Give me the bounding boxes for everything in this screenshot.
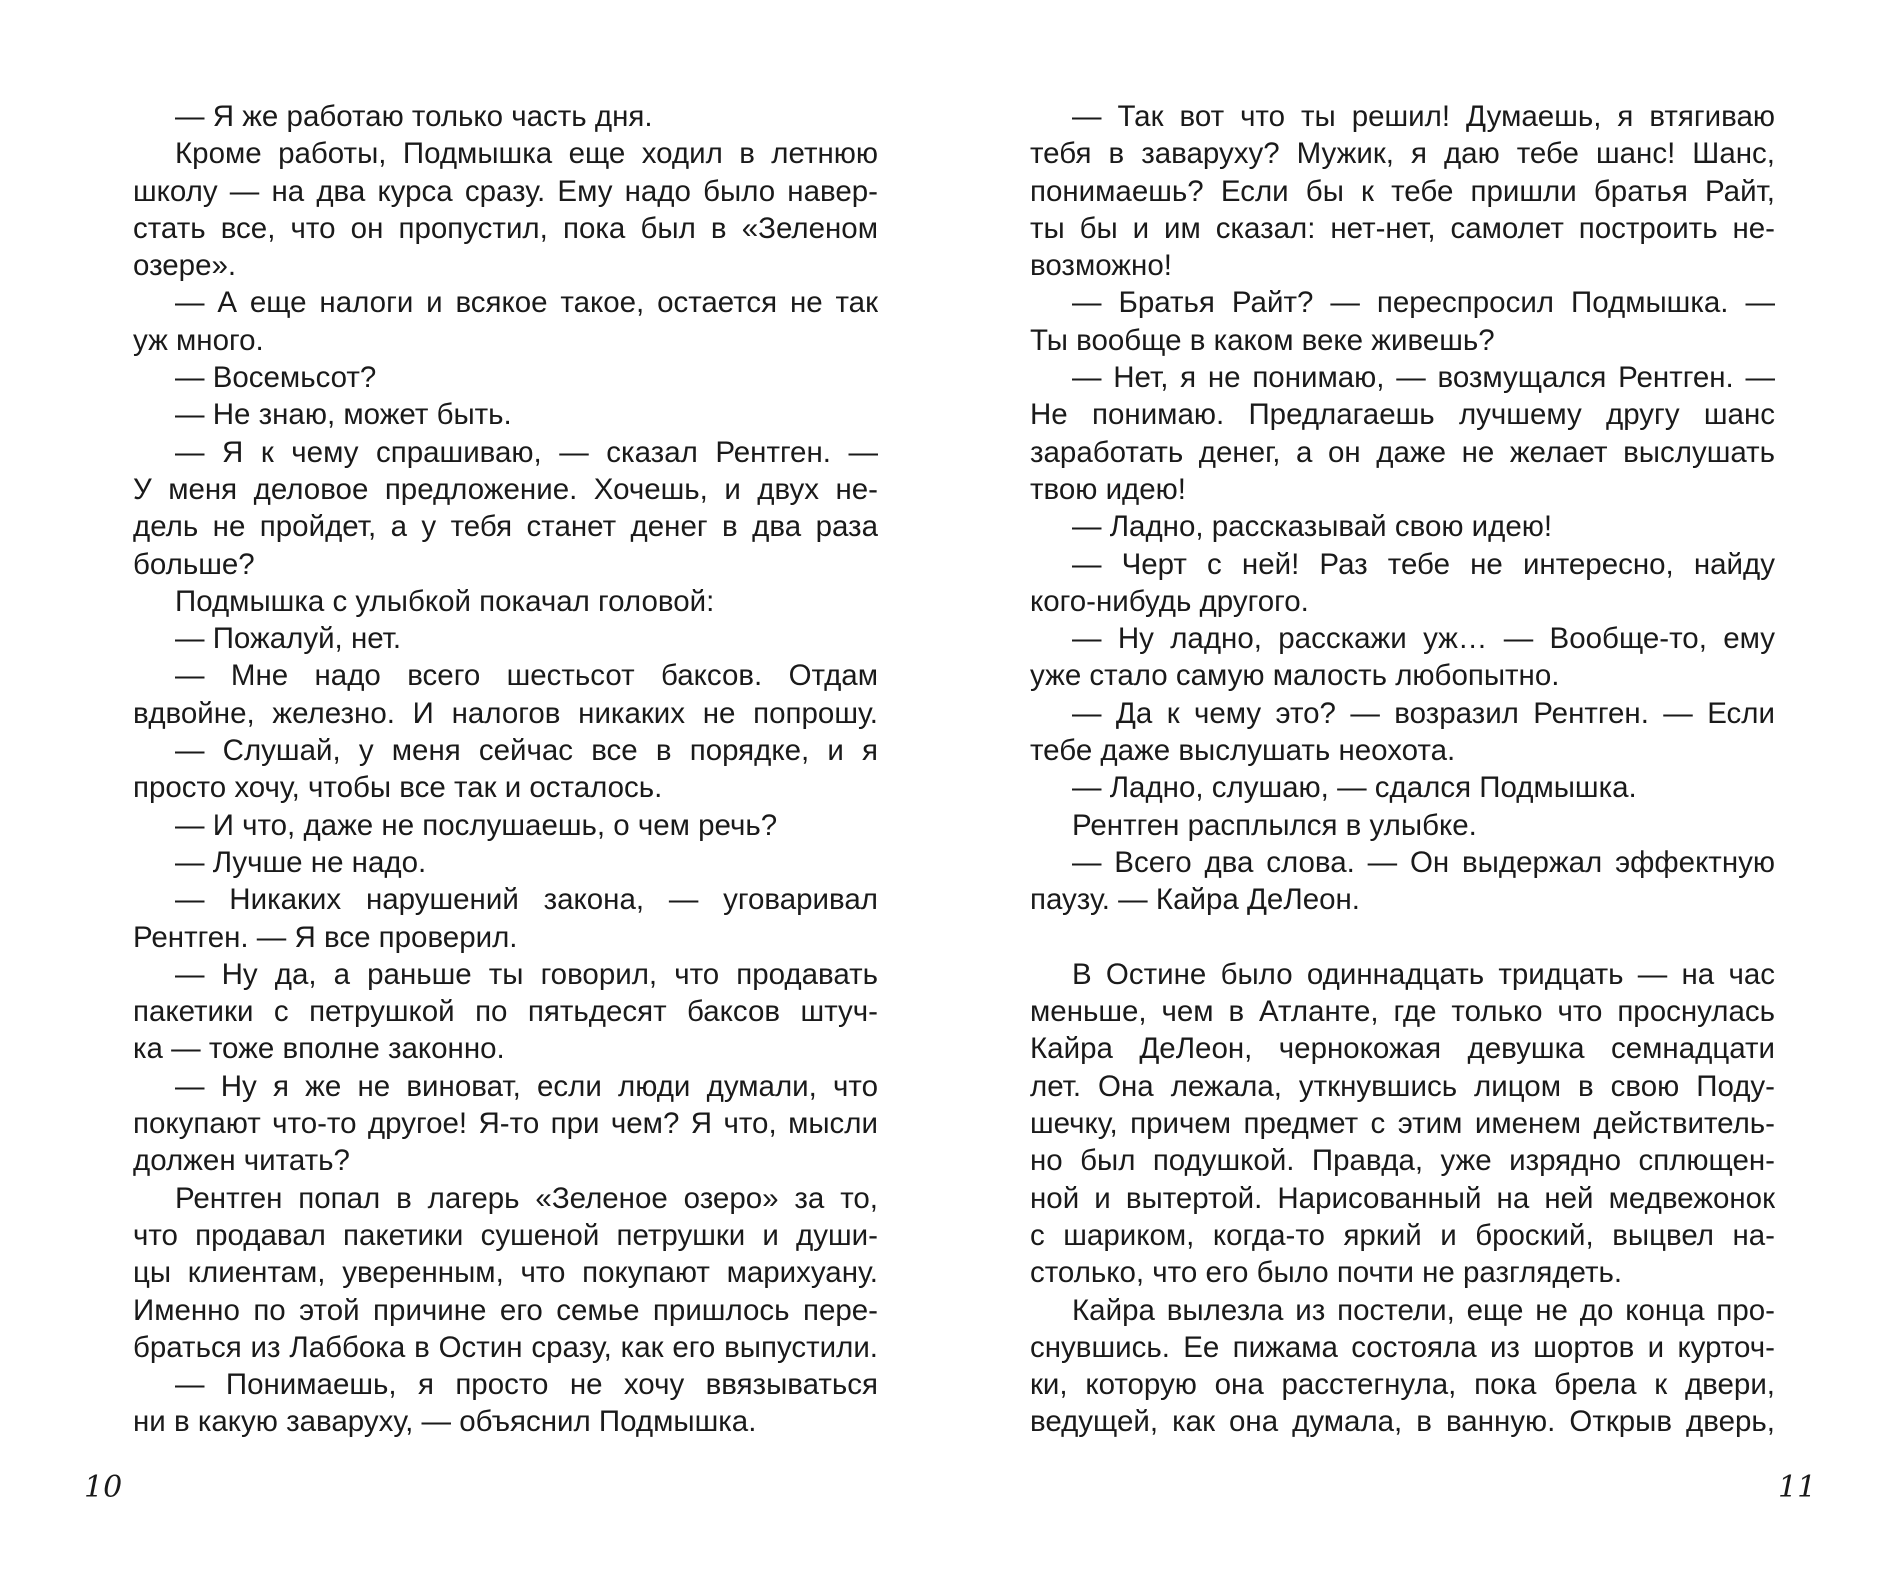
text-line: — Пожалуй, нет. [175,622,402,656]
text-line: уж много. [133,323,264,357]
text-line: — А еще налоги и всякое такое, остается не так [175,286,878,320]
text-line: Ты вообще в каком веке живешь? [1030,323,1495,357]
text-line: ной и вытертой. Нарисованный на ней медвежонок [1030,1181,1775,1215]
text-line: Именно по этой причине его семье пришлось пере- [133,1293,878,1327]
text-line: — Понимаешь, я просто не хочу ввязываться [175,1368,878,1402]
text-line: ни в какую заваруху, — объяснил Подмышка. [133,1405,757,1439]
text-line: — Да к чему это? — возразил Рентген. — Если [1072,696,1775,730]
text-line: школу — на два курса сразу. Ему надо было навер- [133,174,878,208]
text-line: больше? [133,547,255,581]
text-line: — Я к чему спрашиваю, — сказал Рентген. — [175,435,878,469]
text-line: ки, которую она расстегнула, пока брела к двери, [1030,1368,1775,1402]
text-line: браться из Лаббока в Остин сразу, как его выпустили. [133,1330,878,1364]
text-line: — Мне надо всего шестьсот баксов. Отдам [175,659,878,693]
text-line: уже стало самую малость любопытно. [1030,659,1560,693]
text-line: озере». [133,249,237,283]
text-line: покупают что-то другое! Я-то при чем? Я что, мысли [133,1107,878,1141]
text-line: что продавал пакетики сушеной петрушки и души- [133,1218,878,1252]
text-line: — Черт с ней! Раз тебе не интересно, найду [1072,547,1775,581]
text-line: твою идею! [1030,472,1186,506]
text-line: шечку, причем предмет с этим именем действитель- [1030,1107,1775,1141]
text-line: Кайра вылезла из постели, еще не до конца про- [1072,1293,1775,1327]
text-line: — Слушай, у меня сейчас все в порядке, и я [175,734,878,768]
text-line: возможно! [1030,249,1172,283]
text-line: меньше, чем в Атланте, где только что проснулась [1030,995,1775,1029]
page-number-left: 10 [84,1470,123,1505]
text-line: снувшись. Ее пижама состояла из шортов и курточ- [1030,1330,1775,1364]
text-line: — Ладно, рассказывай свою идею! [1072,510,1553,544]
text-line: Не понимаю. Предлагаешь лучшему другу шанс [1030,398,1775,432]
text-line: ты бы и им сказал: нет-нет, самолет построить не- [1030,211,1775,245]
text-line: — И что, даже не послушаешь, о чем речь? [175,808,778,842]
text-line: вдвойне, железно. И налогов никаких не попрошу. [133,696,878,730]
text-line: дель не пройдет, а у тебя станет денег в два раза [133,510,878,544]
text-line: Рентген попал в лагерь «Зеленое озеро» за то, [175,1181,878,1215]
text-line: ка — тоже вполне законно. [133,1032,505,1066]
text-line: тебе даже выслушать неохота. [1030,734,1456,768]
text-line: лет. Она лежала, уткнувшись лицом в свою Поду- [1030,1069,1775,1103]
text-line: — Так вот что ты решил! Думаешь, я втягиваю [1072,100,1775,133]
text-line: ведущей, как она думала, в ванную. Открыв дверь, [1030,1405,1775,1439]
text-line: пакетики с петрушкой по пятьдесят баксов штуч- [133,995,878,1029]
text-line: — Всего два слова. — Он выдержал эффектную [1072,845,1775,879]
text-line: — Лучше не надо. [175,845,427,879]
text-line: цы клиентам, уверенным, что покупают марихуану. [133,1256,878,1290]
text-line: У меня деловое предложение. Хочешь, и двух не- [133,472,878,506]
text-line: Кайра ДеЛеон, чернокожая девушка семнадцати [1030,1032,1775,1066]
text-line: стать все, что он пропустил, пока был в «Зеленом [133,211,878,245]
text-line: — Ладно, слушаю, — сдался Подмышка. [1072,771,1637,805]
text-line: заработать денег, а он даже не желает выслушать [1030,435,1775,469]
text-line: кого-нибудь другого. [1030,584,1309,618]
text-line: — Никаких нарушений закона, — уговаривал [175,883,878,917]
text-line: — Я же работаю только часть дня. [175,100,653,133]
text-line: — Ну ладно, расскажи уж… — Вообще-то, ему [1072,622,1775,656]
text-line: тебя в заваруху? Мужик, я даю тебе шанс! Шанс, [1030,137,1775,171]
section-break [1030,919,1775,956]
text-line: — Нет, я не понимаю, — возмущался Рентген. — [1072,361,1775,395]
text-line: — Восемьсот? [175,361,377,395]
text-line: просто хочу, чтобы все так и осталось. [133,771,663,805]
text-line: — Братья Райт? — переспросил Подмышка. — [1072,286,1775,320]
page-number-right: 11 [1778,1470,1817,1505]
text-line: Рентген расплылся в улыбке. [1072,808,1477,842]
text-line: Подмышка с улыбкой покачал головой: [175,584,715,618]
text-line: — Не знаю, может быть. [175,398,512,432]
text-line: с шариком, когда-то яркий и броский, выцвел на- [1030,1218,1775,1252]
text-line: но был подушкой. Правда, уже изрядно сплющен- [1030,1144,1775,1178]
text-line: — Ну я же не виноват, если люди думали, что [175,1069,878,1103]
text-line: Кроме работы, Подмышка еще ходил в летнюю [175,137,878,171]
text-line: Рентген. — Я все проверил. [133,920,518,954]
left-page-text [133,98,878,1441]
text-line: В Остине было одиннадцать тридцать — на час [1072,957,1775,991]
text-line: — Ну да, а раньше ты говорил, что продавать [175,957,878,991]
text-line: паузу. — Кайра ДеЛеон. [1030,883,1361,917]
text-line: столько, что его было почти не разглядеть. [1030,1256,1623,1290]
right-page-text [1030,98,1775,1441]
text-line: должен читать? [133,1144,350,1178]
text-line: понимаешь? Если бы к тебе пришли братья Райт, [1030,174,1775,208]
